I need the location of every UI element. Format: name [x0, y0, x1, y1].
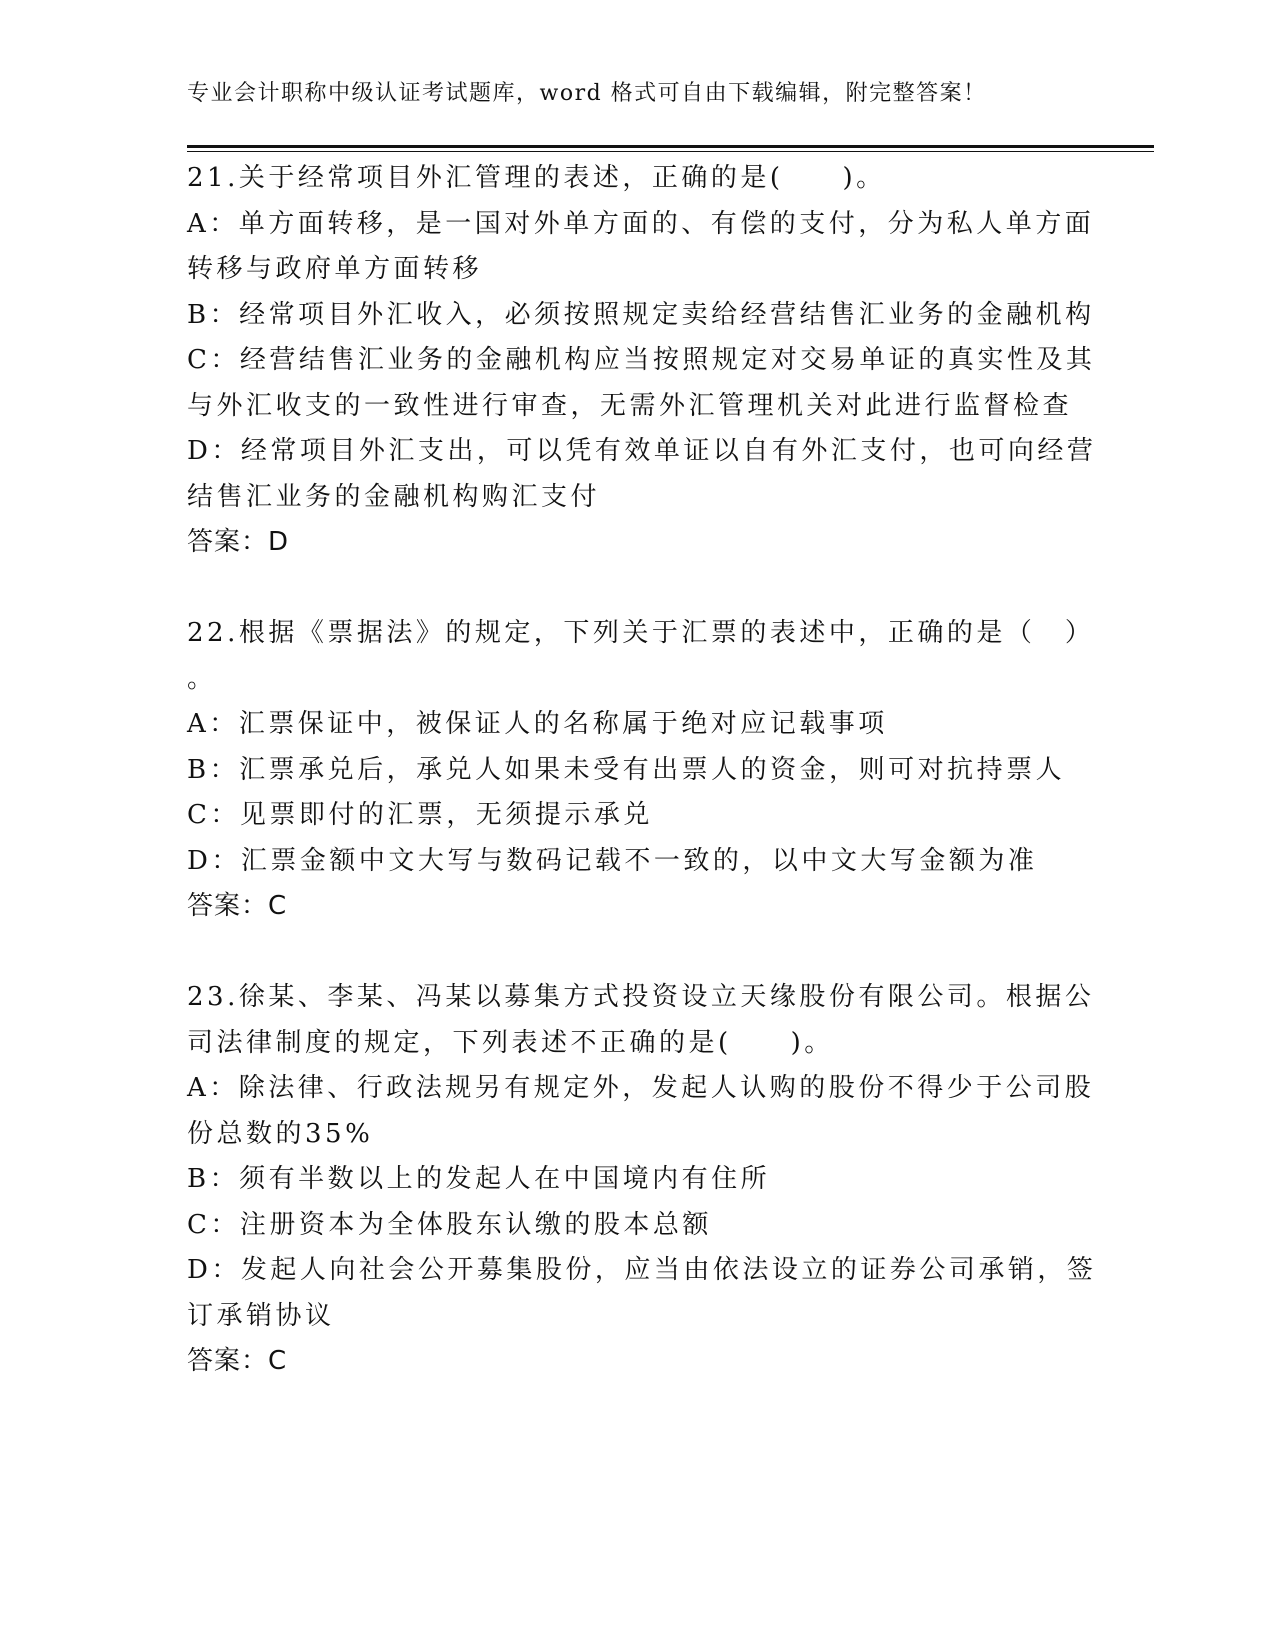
option-d-continued: 结售汇业务的金融机构购汇支付 — [187, 481, 601, 512]
header-divider-thin — [187, 151, 1154, 152]
option-c: C：注册资本为全体股东认缴的股本总额 — [187, 1209, 712, 1240]
question-stem: 23.徐某、李某、冯某以募集方式投资设立天缘股份有限公司。根据公 — [187, 982, 1095, 1012]
option-c-continued: 与外汇收支的一致性进行审查，无需外汇管理机关对此进行监督检查 — [187, 390, 1073, 421]
option-d: D：发起人向社会公开募集股份，应当由依法设立的证券公司承销，签 — [187, 1255, 1097, 1285]
question-21 — [187, 156, 1097, 566]
page-header: 专业会计职称中级认证考试题库，word 格式可自由下载编辑，附完整答案！ — [187, 81, 987, 106]
question-list — [187, 156, 1097, 1430]
question-stem: 22.根据《票据法》的规定，下列关于汇票的表述中，正确的是（ ） — [187, 618, 1095, 648]
question-stem-continued: 。 — [187, 663, 217, 694]
option-a: A：除法律、行政法规另有规定外，发起人认购的股份不得少于公司股 — [187, 1073, 1095, 1103]
answer-label: 答案：D — [187, 527, 290, 557]
answer-label: 答案：C — [187, 891, 288, 921]
option-d-continued: 订承销协议 — [187, 1300, 335, 1331]
option-d: D：汇票金额中文大写与数码记载不一致的，以中文大写金额为准 — [187, 845, 1038, 876]
option-b: B：经常项目外汇收入，必须按照规定卖给经营结售汇业务的金融机构 — [187, 299, 1095, 330]
option-a-continued: 转移与政府单方面转移 — [187, 254, 483, 284]
option-a: A：汇票保证中，被保证人的名称属于绝对应记载事项 — [187, 709, 888, 739]
question-22 — [187, 611, 1095, 930]
option-b: B：汇票承兑后，承兑人如果未受有出票人的资金，则可对抗持票人 — [187, 754, 1066, 785]
option-c: C：经营结售汇业务的金融机构应当按照规定对交易单证的真实性及其 — [187, 345, 1096, 375]
question-23 — [187, 975, 1097, 1385]
option-b: B：须有半数以上的发起人在中国境内有住所 — [187, 1164, 771, 1194]
answer-label: 答案：C — [187, 1346, 288, 1376]
option-d: D：经常项目外汇支出，可以凭有效单证以自有外汇支付，也可向经营 — [187, 436, 1097, 466]
option-c: C：见票即付的汇票，无须提示承兑 — [187, 800, 653, 830]
option-a-continued: 份总数的35% — [187, 1118, 374, 1149]
question-stem: 21.关于经常项目外汇管理的表述，正确的是( )。 — [187, 163, 886, 193]
header-divider-thick — [187, 145, 1154, 148]
question-stem-continued: 司法律制度的规定，下列表述不正确的是( )。 — [187, 1027, 834, 1058]
option-a: A：单方面转移，是一国对外单方面的、有偿的支付，分为私人单方面 — [187, 208, 1095, 239]
